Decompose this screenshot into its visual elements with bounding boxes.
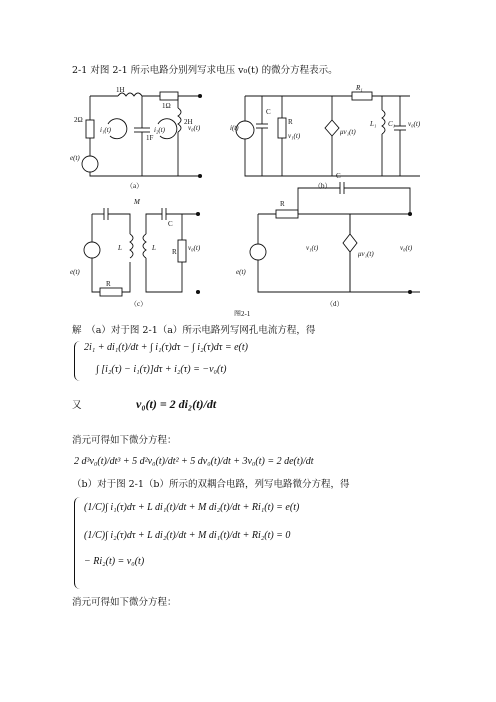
c-r-label: R	[172, 248, 177, 256]
sub-b-label: （b）	[314, 182, 332, 190]
a-i2-label: i₂(t)	[154, 126, 165, 134]
b-dep-label: μv₁(t)	[340, 128, 356, 136]
circuit-b	[236, 92, 420, 176]
equation-a1: 2i₁ + di₁(t)/dt + ∫ i₁(τ)dτ − ∫ i₂(τ)dτ = e(t)	[84, 342, 248, 353]
solution-intro-b: （b）对于图 2-1（b）所示的双耦合电路，列写电路微分方程，得	[72, 479, 350, 490]
figure-caption: 图2-1	[234, 310, 251, 316]
equation-b3: − Ri₂(t) = v₀(t)	[84, 556, 145, 567]
circuit-a	[82, 92, 202, 178]
a-l2-label: 2H	[184, 118, 193, 126]
a-r1-label: 2Ω	[74, 116, 83, 124]
b-src-label: i(t)	[230, 124, 239, 132]
sub-d-label: （d）	[326, 300, 344, 308]
d-r-label: R	[280, 200, 285, 208]
equation-a-final: 2 d³v₀(t)/dt³ + 5 d²v₀(t)/dt² + 5 dv₀(t)/dt + 3v₀(t) = 2 de(t)/dt	[74, 456, 314, 467]
c-out-label: v₀(t)	[188, 244, 201, 252]
elimination-b: 消元可得如下微分方程：	[72, 597, 177, 608]
sub-a-label: （a）	[126, 182, 144, 190]
b-c-label: C	[266, 108, 271, 116]
c-c-label: C	[168, 220, 173, 228]
b-r-label: R	[288, 118, 293, 126]
c-l-right-label: L	[152, 244, 156, 252]
a-src-label: e(t)	[70, 154, 80, 162]
a-c-label: 1F	[146, 134, 154, 142]
c-src-label: e(t)	[70, 268, 80, 276]
b-l1-label: L₁	[370, 120, 377, 128]
equation-b2: (1/C)∫ i₂(τ)dτ + L di₂(t)/dt + M di₁(t)/dt + Ri₂(t) = 0	[84, 530, 291, 541]
d-c-label: C	[336, 172, 341, 180]
c-r-bottom-label: R	[106, 280, 111, 288]
a-out-label: v₀(t)	[188, 124, 201, 132]
b-c1-label: C₁	[388, 120, 396, 128]
b-r1-label: R₁	[356, 84, 363, 92]
c-m-label: M	[134, 198, 140, 206]
brace-b	[74, 497, 81, 589]
a-r2-label: 1Ω	[162, 102, 171, 110]
b-out-label: v₀(t)	[408, 120, 421, 128]
circuit-c	[84, 208, 200, 296]
equation-v0: v₀(t) = 2 di₂(t)/dt	[136, 397, 217, 411]
d-src-label: e(t)	[236, 268, 246, 276]
circuit-figure	[70, 84, 430, 316]
b-v1-label: v₁(t)	[288, 132, 301, 140]
equation-b1: (1/C)∫ i₁(τ)dτ + L di₁(t)/dt + M di₂(t)/dt + Ri₁(t) = e(t)	[84, 502, 300, 513]
a-i1-label: i₁(t)	[100, 126, 111, 134]
a-l1-label: 1H	[116, 86, 125, 94]
again-label: 又	[72, 400, 82, 411]
d-v1-label: v₁(t)	[306, 244, 319, 252]
d-out-label: v₀(t)	[400, 244, 413, 252]
problem-title: 2-1 对图 2-1 所示电路分别列写求电压 v₀(t) 的微分方程表示。	[72, 65, 338, 76]
c-l-left-label: L	[118, 244, 122, 252]
elimination-a: 消元可得如下微分方程：	[72, 435, 177, 446]
brace-a	[74, 341, 81, 381]
equation-a2: ∫ [i₂(τ) − i₁(τ)]dτ + i₂(τ) = −v₀(t)	[96, 364, 227, 375]
sub-c-label: （c）	[130, 300, 148, 308]
d-dep-label: μv₁(t)	[358, 250, 374, 258]
circuit-d	[250, 182, 420, 294]
solution-intro-a: 解 （a）对于图 2-1（a）所示电路列写网孔电流方程，得	[72, 325, 316, 336]
